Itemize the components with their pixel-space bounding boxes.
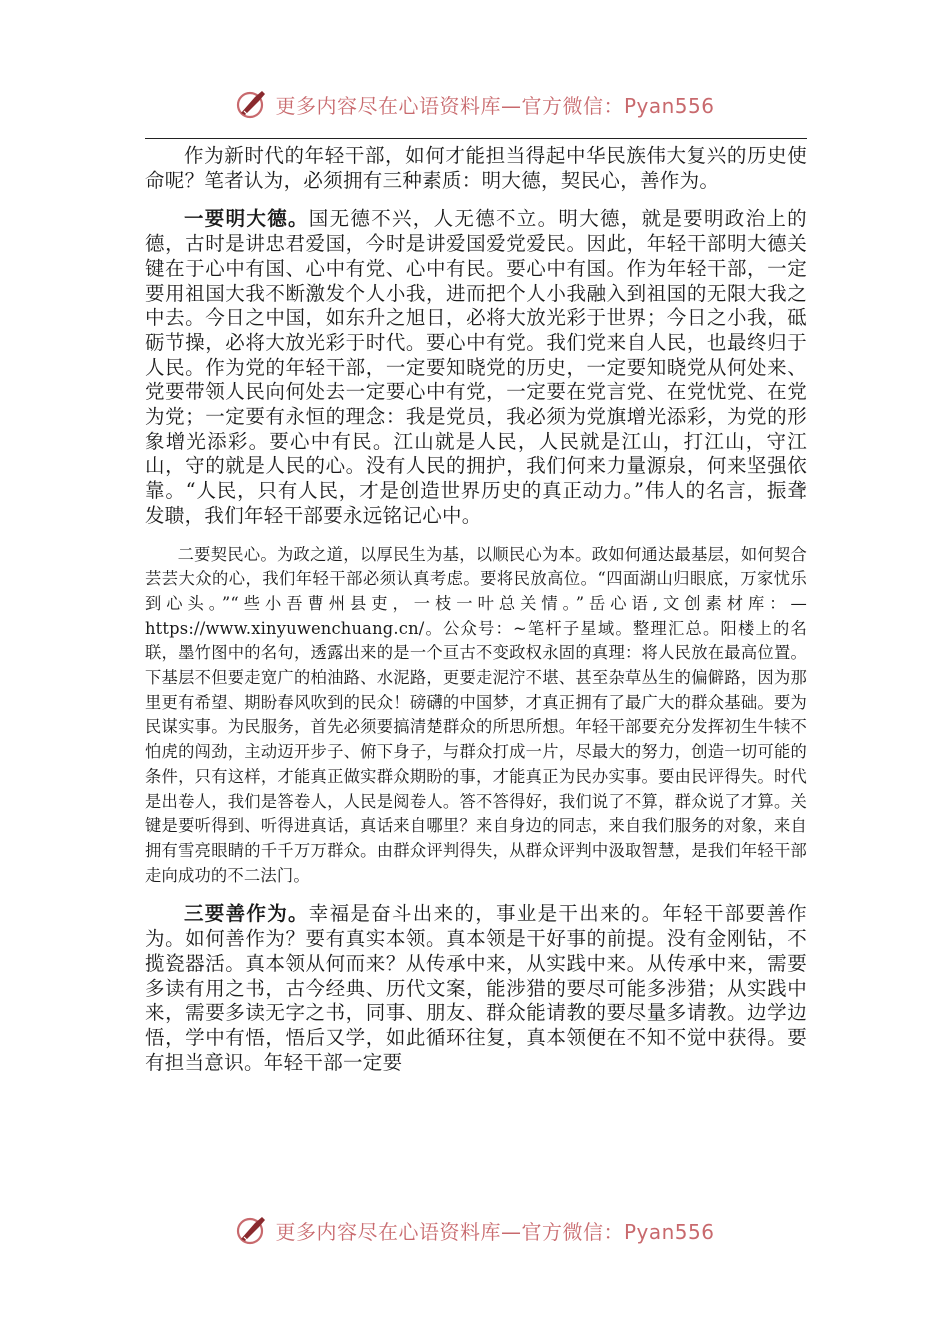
footer-banner	[0, 1210, 950, 1250]
header-divider	[145, 138, 807, 139]
intro-paragraph: 作为新时代的年轻干部，如何才能担当得起中华民族伟大复兴的历史使命呢？笔者认为，必须拥有三种素质：明大德，契民心，善作为。	[145, 144, 807, 192]
section-3-text: 幸福是奋斗出来的，事业是干出来的。年轻干部要善作为。如何善作为？要有真实本领。真本领是干好事的前提。没有金刚钻，不揽瓷器活。真本领从何而来？从传承中来，从实践中来。从传承中来，需要多读有用之书，古今经典、历代文案，能涉猎的要尽可能多涉猎；从实践中来，需要多读无字之书，同事、朋友、群众能请教的要尽量多请教。边学边悟，学中有悟，悟后又学，如此循环往复，真本领便在不知不觉中获得。要有担当意识。年轻干部一定要	[145, 902, 807, 1074]
section-1-heading: 一要明大德。	[184, 207, 309, 231]
footer-banner-text: 更多内容尽在心语资料库—官方微信：Pyan556	[275, 1219, 715, 1244]
section-3-heading: 三要善作为。	[184, 902, 309, 926]
pen-logo-icon	[235, 87, 269, 121]
header-banner	[0, 84, 950, 124]
section-1-paragraph	[145, 207, 807, 528]
section-2-paragraph: 二要契民心。为政之道，以厚民生为基，以顺民心为本。政如何通达最基层，如何契合芸芸大众的心，我们年轻干部必须认真考虑。要将民放高位。“四面湖山归眼底，万家忧乐到心头。”“些小吾曹州县吏，一枝一叶总关情。”岳心语,文创素材库：—https://www.xinyuwenchuang.cn/。公众号：~笔杆子星域。整理汇总。阳楼上的名联，墨竹图中的名句，透露出来的是一个亘古不变政权永固的真理：将人民放在最高位置。下基层不但要走宽广的柏油路、水泥路，更要走泥泞不堪、甚至杂草丛生的偏僻路，因为那里更有希望、期盼春风吹到的民众！磅礴的中国梦，才真正拥有了最广大的群众基础。要为民谋实事。为民服务，首先必须要搞清楚群众的所思所想。年轻干部要充分发挥初生牛犊不怕虎的闯劲，主动迈开步子、俯下身子，与群众打成一片，尽最大的努力，创造一切可能的条件，只有这样，才能真正做实群众期盼的事，才能真正为民办实事。要由民评得失。时代是出卷人，我们是答卷人，人民是阅卷人。答不答得好，我们说了不算，群众说了才算。关键是要听得到、听得进真话，真话来自哪里？来自身边的同志，来自我们服务的对象，来自拥有雪亮眼睛的千千万万群众。由群众评判得失，从群众评判中汲取智慧，是我们年轻干部走向成功的不二法门。	[145, 544, 807, 885]
pen-logo-icon	[235, 1213, 269, 1247]
section-1-text: 国无德不兴，人无德不立。明大德，就是要明政治上的德，古时是讲忠君爱国，今时是讲爱国爱党爱民。因此，年轻干部明大德关键在于心中有国、心中有党、心中有民。要心中有国。作为年轻干部，一定要用祖国大我不断激发个人小我，进而把个人小我融入到祖国的无限大我之中去。今日之中国，如东升之旭日，必将大放光彩于世界；今日之小我，砥砺节操，必将大放光彩于时代。要心中有党。我们党来自人民，也最终归于人民。作为党的年轻干部，一定要知晓党的历史，一定要知晓党从何处来、党要带领人民向何处去一定要心中有党，一定要在党言党、在党忧党、在党为党；一定要有永恒的理念：我是党员，我必须为党旗增光添彩，为党的形象增光添彩。要心中有民。江山就是人民，人民就是江山，打江山，守江山，守的就是人民的心。没有人民的拥护，我们何来力量源泉，何来坚强依靠。“人民，只有人民，才是创造世界历史的真正动力。”伟人的名言，振聋发聩，我们年轻干部要永远铭记心中。	[145, 207, 807, 527]
header-banner-text: 更多内容尽在心语资料库—官方微信：Pyan556	[275, 93, 715, 118]
document-body	[145, 144, 807, 1075]
section-3-paragraph	[145, 902, 807, 1075]
